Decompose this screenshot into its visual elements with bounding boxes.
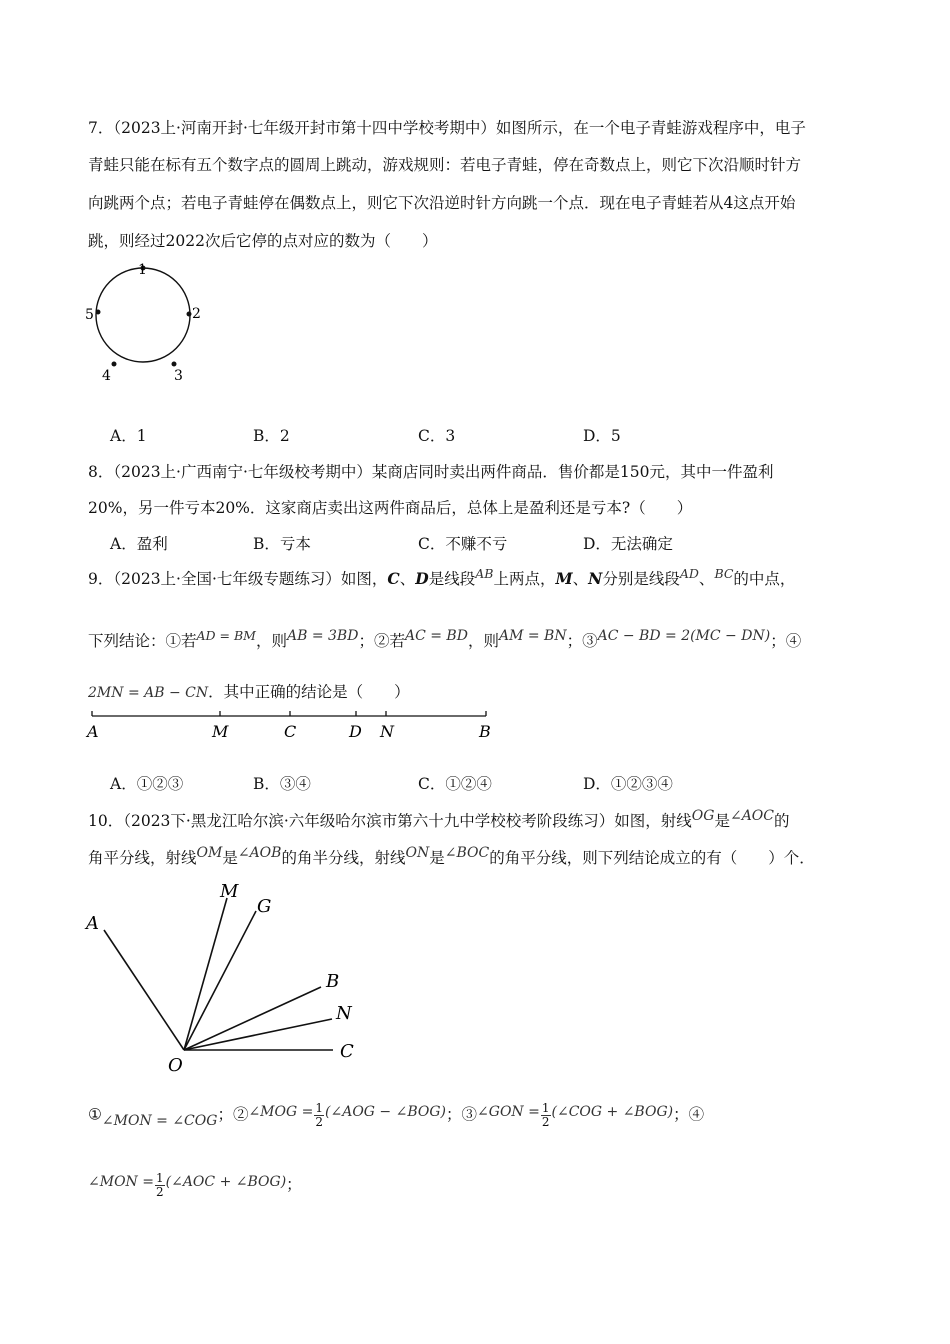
q10-ray-og [184, 911, 256, 1050]
q8-text-line-1: 8．（2023上·广西南宁·七年级校考期中）某商店同时卖出两件商品．售价都是150元，其中一件盈利 [88, 463, 774, 481]
q9-l1-a: 9．（2023上·全国·七年级专题练习）如图， [88, 570, 388, 588]
q9-l1-c: C [387, 569, 400, 588]
q8-option-d[interactable]: D．无法确定 [583, 535, 673, 553]
q9-l1-sep3: 、 [698, 570, 715, 588]
q10-s1-sep: ；② [217, 1105, 249, 1124]
q9-l2-math5: AC − BD = 2(MC − DN) [597, 628, 771, 644]
q10-l2-d: 是 [429, 849, 445, 867]
q9-l1-d: D [415, 569, 429, 588]
q10-ray-on [184, 1019, 332, 1050]
q10-l1-c: 的 [774, 812, 790, 830]
q10-l1-a: 10．（2023下·黑龙江哈尔滨·六年级哈尔滨市第六十九中学校校考阶段练习）如图，射线 [88, 812, 692, 830]
q9-l2-math4: AM = BN [498, 628, 567, 644]
q9-l1-bc: BC [714, 566, 734, 581]
q9-option-c[interactable]: C．①②④ [418, 775, 492, 793]
q10-l1-og: OG [691, 808, 715, 824]
q10-label-n: N [336, 1003, 352, 1024]
q9-option-d[interactable]: D．①②③④ [583, 775, 673, 793]
q7-option-b[interactable]: B．2 [253, 427, 290, 445]
q7-label-2: 2 [192, 306, 201, 322]
q10-s3-frac-num: 1 [541, 1101, 550, 1115]
q9-l1-g: 上两点， [493, 570, 556, 588]
q7-point-2 [187, 312, 192, 317]
q9-l2-c: ；②若 [358, 632, 405, 650]
q9-text-line-3 [88, 681, 868, 704]
q10-s2-frac [314, 1102, 324, 1129]
q7-text-line-3: 向跳两个点；若电子青蛙停在偶数点上，则它下次沿逆时针方向跳一个点．现在电子青蛙若从4这点开始 [88, 194, 796, 212]
q10-s2-sep: ；③ [446, 1105, 478, 1124]
q9-label-n: N [380, 722, 394, 741]
q7-text-line-4: 跳，则经过2022次后它停的点对应的数为（ ） [88, 232, 438, 250]
q9-l3-math: 2MN = AB − CN [88, 685, 209, 701]
q7-text-line-2: 青蛙只能在标有五个数字点的圆周上跳动，游戏规则：若电子青蛙，停在奇数点上，则它下次沿顺时针方 [88, 156, 802, 174]
q10-l2-c: 的角半分线，射线 [281, 849, 406, 867]
q9-label-m: M [212, 722, 229, 741]
q10-s3-frac [541, 1102, 551, 1129]
q10-s1-num: ① [88, 1105, 102, 1124]
q9-label-d: D [349, 722, 362, 741]
q10-text-line-2 [88, 847, 868, 870]
q7-circle-figure [80, 258, 220, 388]
q7-label-5: 5 [85, 307, 94, 323]
q9-l2-math3: AC = BD [404, 628, 468, 644]
q10-s2-frac-num: 1 [315, 1101, 324, 1115]
q9-l1-ab: AB [475, 566, 494, 581]
q10-label-b: B [326, 971, 340, 992]
q10-label-a: A [86, 913, 99, 934]
q9-text-line-2 [88, 630, 868, 653]
q9-l2-b: ，则 [255, 632, 287, 650]
q10-l2-a: 角平分线，射线 [88, 849, 197, 867]
q9-label-c: C [284, 722, 297, 741]
q10-s4-frac-den: 2 [155, 1185, 164, 1199]
q10-l2-boc: ∠BOC [444, 845, 490, 861]
q7-circle [96, 268, 190, 362]
q9-l1-sep1: 、 [399, 570, 416, 588]
q10-l2-om: OM [196, 845, 223, 861]
q10-s4-frac-num: 1 [155, 1171, 164, 1185]
q10-s4-math-a: ∠MON = [88, 1173, 154, 1190]
q10-ray-oa [104, 930, 184, 1050]
q10-l2-aob: ∠AOB [237, 845, 282, 861]
q10-label-g: G [257, 896, 272, 917]
q8-option-a[interactable]: A．盈利 [110, 535, 168, 553]
q9-option-b[interactable]: B．③④ [253, 775, 311, 793]
q10-l2-e: 的角平分线，则下列结论成立的有（ ）个． [489, 849, 815, 867]
q9-l2-a: 下列结论：①若 [88, 632, 197, 650]
q9-l1-n: N [588, 569, 603, 588]
q10-text-line-1 [88, 810, 868, 833]
q7-point-3 [172, 362, 177, 367]
q10-s1-math: ∠MON = ∠COG [101, 1112, 218, 1129]
q10-l1-b: 是 [714, 812, 730, 830]
q10-s2-math-a: ∠MOG = [248, 1103, 314, 1120]
q10-statement-4-line [88, 1172, 868, 1212]
q7-label-3: 3 [174, 368, 183, 384]
q9-label-a: A [87, 722, 99, 741]
q9-l2-e: ；③ [566, 632, 598, 650]
q10-rays-figure [80, 875, 380, 1080]
q9-l1-m: M [555, 569, 573, 588]
q10-s3-frac-den: 2 [541, 1115, 550, 1129]
q9-segment-figure [82, 708, 502, 744]
q10-s3-math-b: (∠COG + ∠BOG) [551, 1103, 674, 1120]
q10-label-o: O [168, 1055, 183, 1076]
q10-label-c: C [340, 1041, 354, 1062]
q9-l1-o: 的中点， [733, 570, 796, 588]
q9-l1-ad: AD [679, 566, 699, 581]
q10-l2-b: 是 [222, 849, 238, 867]
q10-l2-on: ON [405, 845, 430, 861]
q7-option-a[interactable]: A．1 [110, 427, 147, 445]
q7-option-c[interactable]: C．3 [418, 427, 456, 445]
q10-s2-frac-den: 2 [315, 1115, 324, 1129]
q7-text-line-1: 7．（2023上·河南开封·七年级开封市第十四中学校考期中）如图所示，在一个电子青蛙游戏程序中，电子 [88, 119, 806, 137]
q10-s4-frac [155, 1172, 165, 1199]
q9-l2-d: ，则 [467, 632, 499, 650]
q7-option-d[interactable]: D．5 [583, 427, 621, 445]
q10-statements-line [88, 1102, 868, 1142]
q9-l2-math2: AB = 3BD [287, 628, 359, 644]
q9-l2-math1: AD = BM [196, 628, 256, 643]
q7-label-4: 4 [102, 368, 111, 384]
q9-l2-f: ；④ [770, 632, 802, 650]
q10-s3-math-a: ∠GON = [477, 1103, 540, 1120]
q9-l1-k: 分别是线段 [602, 570, 680, 588]
q8-option-c[interactable]: C．不赚不亏 [418, 535, 508, 553]
q10-ray-om [184, 898, 227, 1050]
q9-label-b: B [479, 722, 491, 741]
q9-l3-a: ．其中正确的结论是（ ） [208, 683, 410, 701]
q7-label-1: 1 [138, 262, 147, 278]
q9-l1-e: 是线段 [428, 570, 476, 588]
q10-label-m: M [220, 881, 239, 902]
q10-s3-sep: ；④ [673, 1105, 705, 1124]
q8-option-b[interactable]: B．亏本 [253, 535, 311, 553]
q10-s4-math-b: (∠AOC + ∠BOG) [165, 1173, 287, 1190]
q9-text-line-1 [88, 568, 868, 591]
q9-option-a[interactable]: A．①②③ [110, 775, 184, 793]
q7-point-5 [96, 310, 101, 315]
q10-s4-end: ； [286, 1175, 302, 1194]
q10-s2-math-b: (∠AOG − ∠BOG) [325, 1103, 447, 1120]
q10-ray-ob [184, 987, 321, 1050]
q7-point-4 [112, 362, 117, 367]
q10-l1-aoc: ∠AOC [729, 808, 774, 824]
q9-l1-sep2: 、 [572, 570, 589, 588]
q8-text-line-2: 20%，另一件亏本20%．这家商店卖出这两件商品后，总体上是盈利还是亏本?（ ） [88, 499, 693, 517]
